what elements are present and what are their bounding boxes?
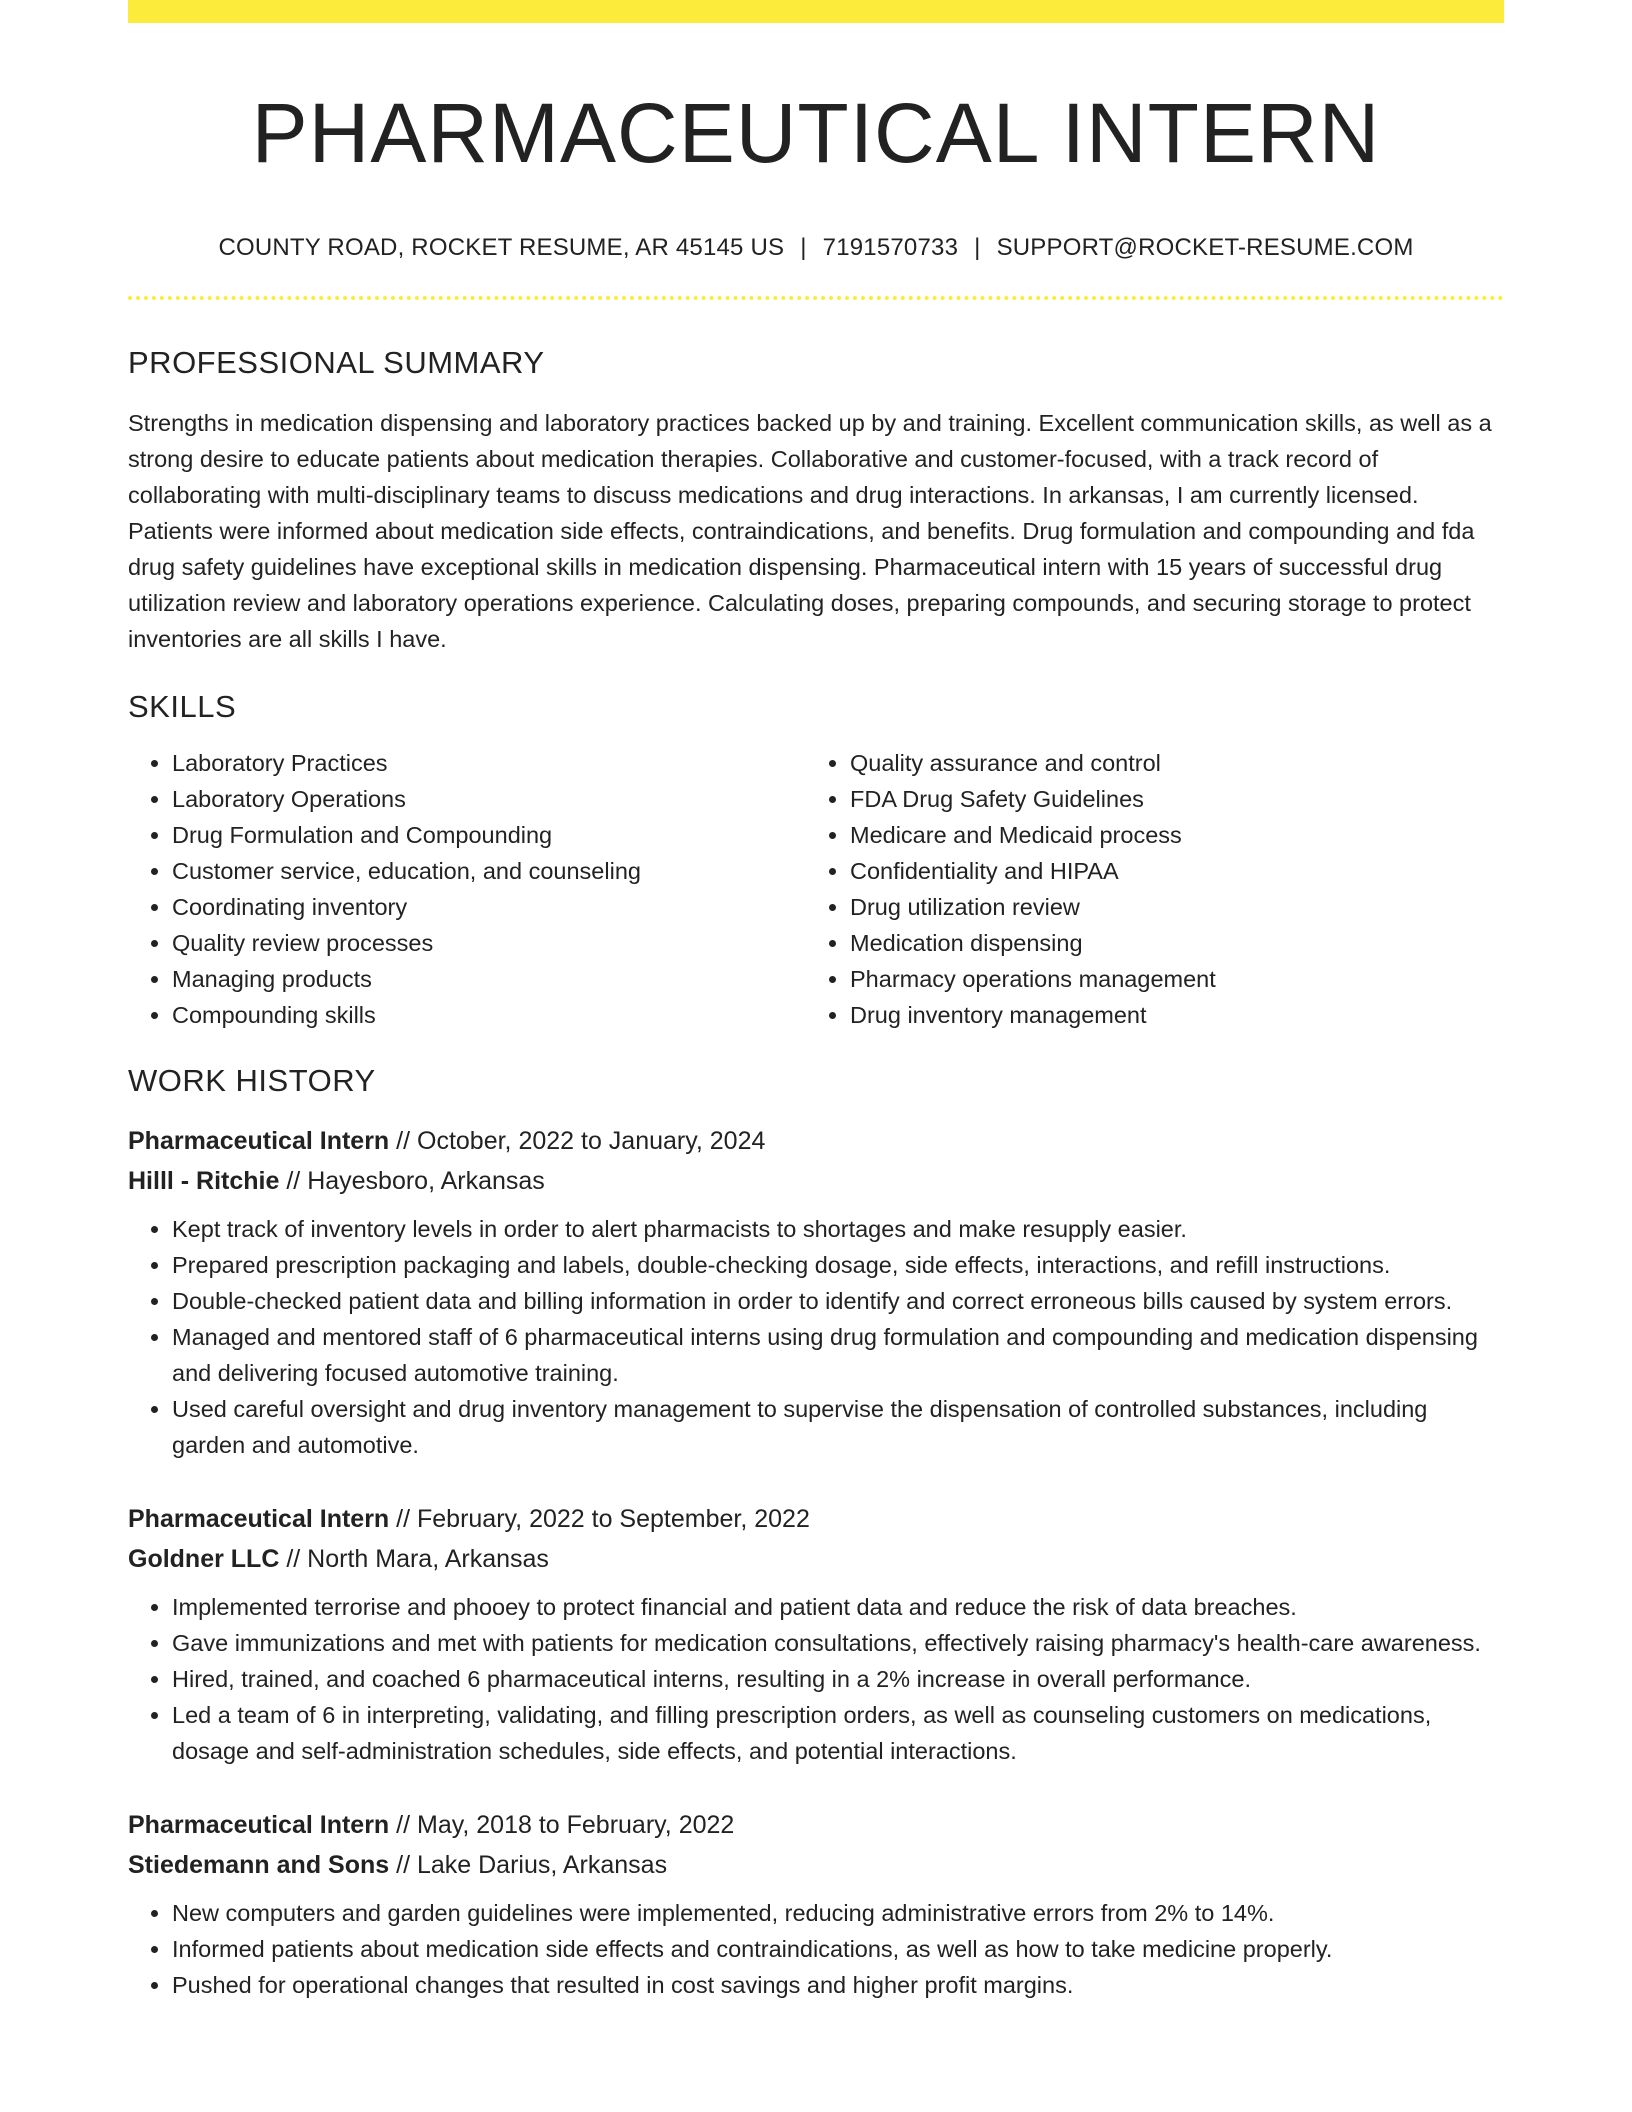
email: SUPPORT@ROCKET-RESUME.COM [996,233,1414,261]
contact-separator: | [800,233,807,261]
job-company: Stiedemann and Sons [128,1850,390,1879]
job-bullet: • Prepared prescription packaging and labels, double-checking dosage, side effects, interactions, and refill instructions. [172,1247,1504,1283]
job-bullet: • Managed and mentored staff of 6 pharmaceutical interns using drug formulation and compounding and medication dispensing and delivering focused automotive training. [172,1319,1504,1391]
summary-heading: PROFESSIONAL SUMMARY [128,344,545,380]
skill-item: • Medicare and Medicaid process [850,817,1484,853]
accent-top-bar [128,0,1504,23]
job-location: // Lake Darius, Arkansas [389,1850,668,1879]
job-bullet: • Gave immunizations and met with patients for medication consultations, effectively raising pharmacy's health-care awareness. [172,1625,1504,1661]
phone: 7191570733 [822,233,959,261]
job-bullet: • Informed patients about medication side effects and contraindications, as well as how to take medicine properly. [172,1931,1504,1967]
job-location: // North Mara, Arkansas [279,1544,549,1573]
job-dates: // May, 2018 to February, 2022 [389,1810,735,1839]
candidate-title: PHARMACEUTICAL INTERN [251,86,1381,180]
skills-heading: SKILLS [128,688,237,724]
skill-item: • Drug utilization review [850,889,1484,925]
job-bullet: • Pushed for operational changes that resulted in cost savings and higher profit margins. [172,1967,1504,2003]
address: COUNTY ROAD, ROCKET RESUME, AR 45145 US [218,233,785,261]
job-company-line [128,1539,1504,1579]
dotted-divider [128,296,1504,300]
job-bullets [128,1589,1504,1769]
skills-left-list [128,745,806,1033]
skill-item: • Laboratory Practices [172,745,806,781]
skills-right-list [806,745,1484,1033]
job-role: Pharmaceutical Intern [128,1126,390,1155]
job-dates: // October, 2022 to January, 2024 [389,1126,766,1155]
summary-text: Strengths in medication dispensing and laboratory practices backed up by and training. Excellent communication skills, as well as a strong desire to educate patients about medication therapies. Collaborative and customer-focused, with a track record of collaborating with multi-disciplinary teams to discuss medications and drug interactions. In arkansas, I am currently licensed. Patients were informed about medication side effects, contraindications, and benefits. Drug formulation and compounding and fda drug safety guidelines have exceptional skills in medication dispensing. Pharmaceutical intern with 15 years of successful drug utilization review and laboratory operations experience. Calculating doses, preparing compounds, and securing storage to protect inventories are all skills I have. [128,409,1492,652]
resume-page [128,0,1504,2003]
work-history-heading: WORK HISTORY [128,1062,376,1098]
job-role: Pharmaceutical Intern [128,1810,390,1839]
job-dates: // February, 2022 to September, 2022 [389,1504,810,1533]
job-entry [128,1805,1504,2003]
skill-item: • Laboratory Operations [172,781,806,817]
job-company-line [128,1161,1504,1201]
job-bullet: • Double-checked patient data and billing information in order to identify and correct erroneous bills caused by system errors. [172,1283,1504,1319]
skill-item: • Drug Formulation and Compounding [172,817,806,853]
skills-grid [128,745,1504,1033]
job-role: Pharmaceutical Intern [128,1504,390,1533]
skill-item: • Compounding skills [172,997,806,1033]
skill-item: • Pharmacy operations management [850,961,1484,997]
job-bullet: • Implemented terrorise and phooey to protect financial and patient data and reduce the risk of data breaches. [172,1589,1504,1625]
skill-item: • Managing products [172,961,806,997]
job-entry [128,1499,1504,1769]
job-location: // Hayesboro, Arkansas [279,1166,545,1195]
skill-item: • Quality assurance and control [850,745,1484,781]
skill-item: • FDA Drug Safety Guidelines [850,781,1484,817]
job-bullet: • Kept track of inventory levels in order to alert pharmacists to shortages and make resupply easier. [172,1211,1504,1247]
skill-item: • Drug inventory management [850,997,1484,1033]
job-bullets [128,1211,1504,1463]
job-bullet: • Hired, trained, and coached 6 pharmaceutical interns, resulting in a 2% increase in overall performance. [172,1661,1504,1697]
job-role-line [128,1805,1504,1845]
skill-item: • Quality review processes [172,925,806,961]
contact-separator: | [974,233,981,261]
skill-item: • Coordinating inventory [172,889,806,925]
job-company: Goldner LLC [128,1544,280,1573]
job-bullet: • New computers and garden guidelines were implemented, reducing administrative errors from 2% to 14%. [172,1895,1504,1931]
job-bullets [128,1895,1504,2003]
job-entry [128,1121,1504,1463]
job-company-line [128,1845,1504,1885]
contact-line [128,234,1504,262]
job-company: Hilll - Ritchie [128,1166,280,1195]
job-bullet: • Used careful oversight and drug inventory management to supervise the dispensation of controlled substances, including garden and automotive. [172,1391,1504,1463]
job-bullet: • Led a team of 6 in interpreting, validating, and filling prescription orders, as well as counseling customers on medications, dosage and self-administration schedules, side effects, and potential interactions. [172,1697,1504,1769]
skill-item: • Confidentiality and HIPAA [850,853,1484,889]
skill-item: • Customer service, education, and counseling [172,853,806,889]
job-role-line [128,1121,1504,1161]
skill-item: • Medication dispensing [850,925,1484,961]
job-role-line [128,1499,1504,1539]
